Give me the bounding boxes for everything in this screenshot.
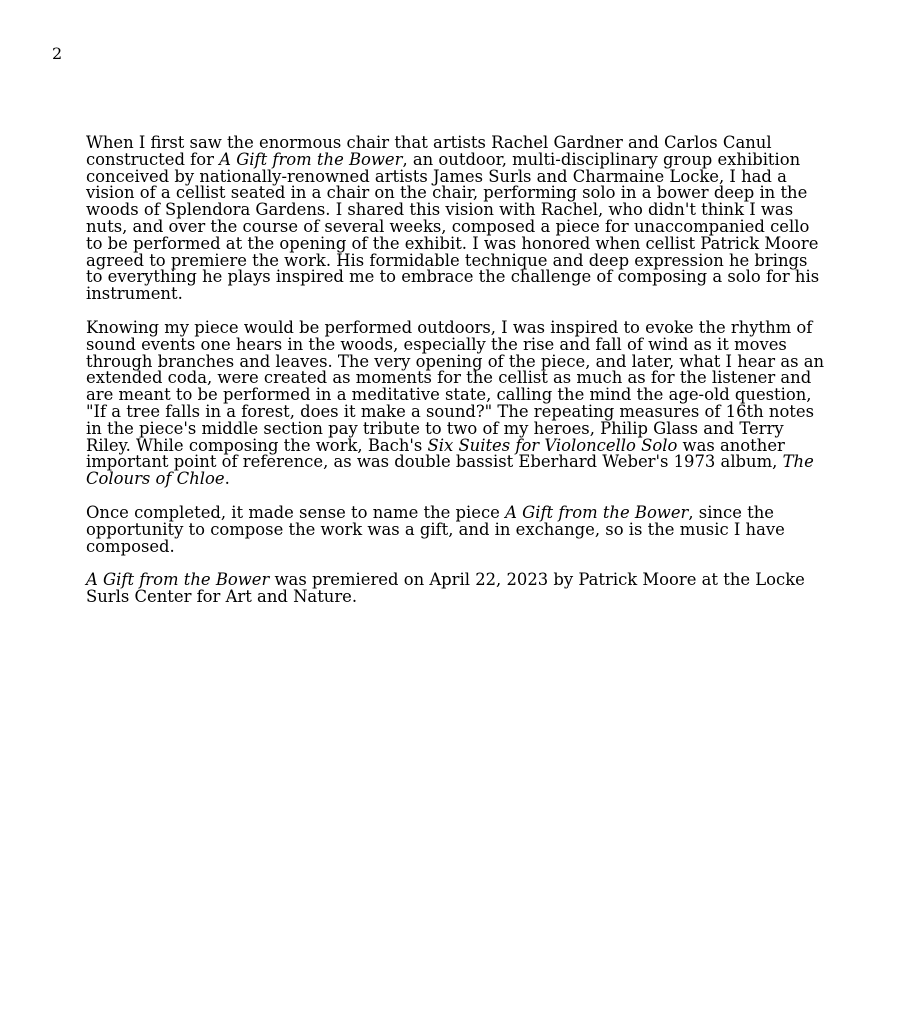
paragraph-3-text-2: , since the opportunity to compose the work was a gift, and in exchange, so is the music I have composed. [86,502,785,556]
paragraph-2-text-3: . [224,469,230,489]
paragraph-2-title-six-suites: Six Suites for Violoncello Solo [427,435,678,455]
paragraph-3-text-1: Once completed, it made sense to name the piece [86,502,506,522]
paragraph-1-text-1: When I first saw the enormous chair that artists Rachel Gardner and Carlos Canul constructed for [86,133,772,169]
paragraph-2-title-colours-of-chloe: The Colours of Chloe [86,452,814,489]
paragraph-3-title-gift-from-the-bower: A Gift from the Bower [505,502,689,522]
paragraph-4-text-1: was premiered on April 22, 2023 by Patrick Moore at the Locke Surls Center for Art and Nature. [86,570,805,607]
paragraph-4-title-gift-from-the-bower: A Gift from the Bower [86,570,270,590]
paragraph-2-text-1: Knowing my piece would be performed outdoors, I was inspired to evoke the rhythm of sound events one hears in the woods, especially the rise and fall of wind as it moves through branches and leaves. The very opening of the piece, and later, what I hear as an extended coda, were created as moments for the cellist as much as for the listener and are meant to be performed in a meditative state, calling the mind the age-old question, "If a tree falls in a forest, does it make a sound?" The repeating measures of 16th notes in the piece's middle section pay tribute to two of my heroes, Philip Glass and Terry Riley. While composing the work, Bach's [86,317,825,455]
paragraph-2-text-2: was another important point of reference, as was double bassist Eberhard Weber's 1973 album, [86,435,785,472]
document-body [86,135,826,623]
paragraph-3 [86,502,826,556]
paragraph-4 [86,572,826,606]
paragraph-1-text-2: , an outdoor, multi-disciplinary group exhibition conceived by nationally-renowned artists James Surls and Charmaine Locke, I had a vision of a cellist seated in a chair on the chair, performing solo in a bower deep in the woods of Splendora Gardens. I shared this vision with Rachel, who didn't think I was nuts, and over the course of several weeks, composed a piece for unaccompanied cello to be performed at the opening of the exhibit. I was honored when cellist Patrick Moore agreed to premiere the work. His formidable technique and deep expression he brings to everything he plays inspired me to embrace the challenge of composing a solo for his instrument. [86,149,820,304]
paragraph-1 [86,135,826,303]
page-number: 2 [52,44,63,63]
paragraph-1-title-gift-from-the-bower: A Gift from the Bower [219,149,403,169]
paragraph-2 [86,317,826,489]
